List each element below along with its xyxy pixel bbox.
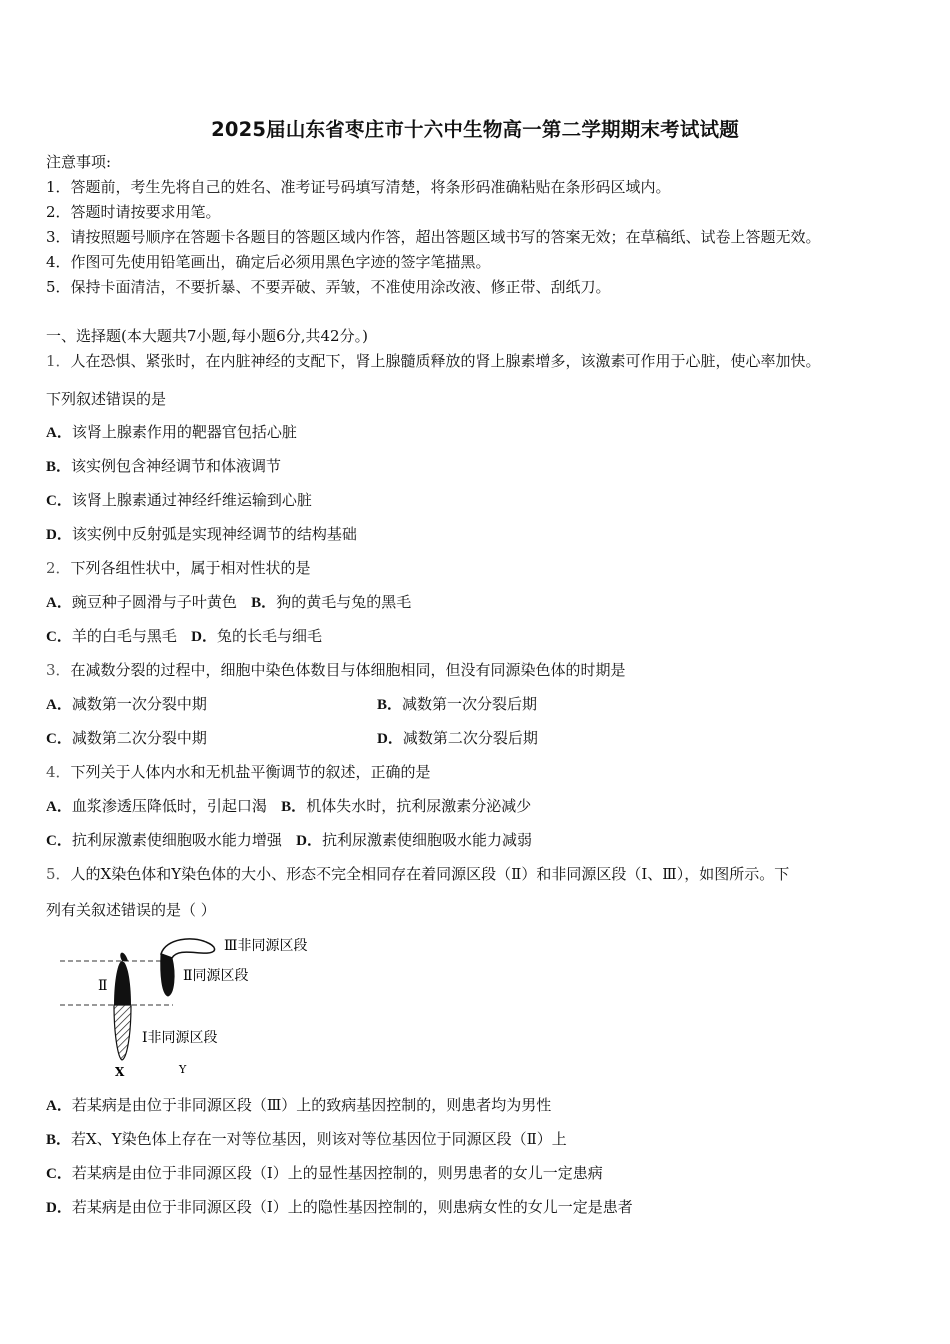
option-label: B．: [251, 595, 277, 611]
option-label: C．: [46, 731, 72, 747]
option-d[interactable]: [377, 728, 538, 749]
option-text: 该实例中反射弧是实现神经调节的结构基础: [71, 525, 357, 543]
question-5-stem-cont: 列有关叙述错误的是（ ）: [46, 901, 216, 919]
option-b[interactable]: [46, 456, 281, 477]
option-label: B．: [46, 459, 72, 475]
y-chromosome-region-iii: [161, 939, 215, 958]
page-title: 2025届山东省枣庄市十六中生物高一第二学期期末考试试题: [211, 118, 739, 141]
option-text: 豌豆种子圆滑与子叶黄色: [71, 593, 237, 611]
option-c[interactable]: [46, 627, 177, 645]
option-d[interactable]: [191, 627, 322, 645]
option-text: 抗利尿激素使细胞吸水能力减弱: [322, 831, 533, 849]
option-label: B．: [46, 1132, 72, 1148]
question-number: 3．: [46, 661, 71, 679]
option-c[interactable]: [46, 1163, 603, 1184]
option-label: D．: [46, 1200, 72, 1216]
notice-item: 1．答题前，考生先将自己的姓名、准考证号码填写清楚，将条形码准确粘贴在条形码区域内。: [46, 178, 671, 196]
notice-item: 4．作图可先使用铅笔画出，确定后必须用黑色字迹的签字笔描黑。: [46, 253, 491, 271]
question-1-stem: [46, 351, 821, 371]
question-5-stem: [46, 864, 789, 884]
option-label: A．: [46, 799, 72, 815]
option-text: 减数第二次分裂中期: [71, 729, 207, 747]
option-c[interactable]: [46, 490, 312, 511]
option-label: C．: [46, 629, 72, 645]
option-label: B．: [281, 799, 307, 815]
option-row: [46, 796, 531, 817]
option-label: D．: [46, 527, 72, 543]
x-chromosome-region-ii: [114, 961, 131, 1005]
option-text: 血浆渗透压降低时，引起口渴: [71, 797, 267, 815]
label-y: Y: [179, 1063, 187, 1076]
option-b[interactable]: [46, 1129, 567, 1150]
option-label: D．: [377, 731, 403, 747]
notice-item: 5．保持卡面清洁，不要折暴、不要弄破、弄皱，不准使用涂改液、修正带、刮纸刀。: [46, 278, 611, 296]
question-number: 4．: [46, 763, 71, 781]
option-text: 减数第一次分裂中期: [71, 695, 207, 713]
option-label: C．: [46, 833, 72, 849]
option-text: 羊的白毛与黑毛: [71, 627, 177, 645]
question-text: 在减数分裂的过程中，细胞中染色体数目与体细胞相同，但没有同源染色体的时期是: [70, 661, 626, 679]
option-c[interactable]: [46, 831, 282, 849]
option-label: C．: [46, 493, 72, 509]
question-2-stem: [46, 558, 311, 578]
label-i: Ⅰ非同源区段: [142, 1030, 218, 1046]
question-text: 下列各组性状中，属于相对性状的是: [70, 559, 311, 577]
option-label: A．: [46, 595, 72, 611]
option-d[interactable]: [46, 524, 357, 545]
notice-item: 3．请按照题号顺序在答题卡各题目的答题区域内作答，超出答题区域书写的答案无效；在草稿纸、试卷上答题无效。: [46, 228, 821, 246]
option-row: [46, 830, 532, 851]
question-4-stem: [46, 762, 431, 782]
y-chromosome-region-ii: [161, 954, 174, 996]
option-text: 若某病是由位于非同源区段（I）上的显性基因控制的，则男患者的女儿一定患病: [71, 1164, 603, 1182]
question-text: 人在恐惧、紧张时，在内脏神经的支配下，肾上腺髓质释放的肾上腺素增多，该激素可作用于心脏，使心率加快。: [70, 352, 821, 370]
notice-item: 2．答题时请按要求用笔。: [46, 203, 221, 221]
option-text: 狗的黄毛与兔的黑毛: [276, 593, 412, 611]
option-text: 若某病是由位于非同源区段（Ⅲ）上的致病基因控制的，则患者均为男性: [71, 1096, 552, 1114]
label-ii-right: Ⅱ同源区段: [183, 968, 249, 984]
label-ii-left: Ⅱ: [98, 978, 108, 994]
option-a[interactable]: [46, 694, 207, 715]
section-heading: 一、选择题(本大题共7小题,每小题6分,共42分。): [46, 327, 368, 345]
option-text: 减数第二次分裂后期: [402, 729, 538, 747]
option-row: [46, 626, 322, 647]
label-iii: Ⅲ非同源区段: [224, 938, 308, 954]
option-label: D．: [191, 629, 218, 645]
x-chromosome-region-i: [114, 1005, 131, 1060]
option-text: 若某病是由位于非同源区段（I）上的隐性基因控制的，则患病女性的女儿一定是患者: [71, 1198, 633, 1216]
option-b[interactable]: [377, 694, 537, 715]
option-b[interactable]: [281, 797, 531, 815]
option-label: A．: [46, 425, 72, 441]
option-b[interactable]: [251, 593, 411, 611]
question-number: 1．: [46, 352, 71, 370]
chromosome-diagram: [58, 930, 348, 1080]
option-d[interactable]: [46, 1197, 633, 1218]
option-row: [46, 592, 411, 613]
notice-heading: 注意事项:: [46, 153, 112, 171]
option-text: 减数第一次分裂后期: [402, 695, 538, 713]
option-a[interactable]: [46, 593, 237, 611]
chromosome-figure: [58, 930, 348, 1084]
option-text: 该实例包含神经调节和体液调节: [71, 457, 282, 475]
question-1-stem-cont: 下列叙述错误的是: [46, 390, 167, 408]
option-text: 抗利尿激素使细胞吸水能力增强: [71, 831, 282, 849]
option-a[interactable]: [46, 422, 297, 443]
option-label: A．: [46, 1098, 72, 1114]
option-label: C．: [46, 1166, 72, 1182]
label-x: X: [115, 1065, 125, 1079]
question-number: 2．: [46, 559, 71, 577]
question-text: 下列关于人体内水和无机盐平衡调节的叙述，正确的是: [70, 763, 431, 781]
option-label: B．: [377, 697, 403, 713]
question-number: 5．: [46, 865, 71, 883]
question-text: 人的X染色体和Y染色体的大小、形态不完全相同存在着同源区段（Ⅱ）和非同源区段（Ⅰ、Ⅲ），如图所示。下: [70, 865, 790, 883]
option-text: 该肾上腺素作用的靶器官包括心脏: [71, 423, 297, 441]
option-text: 该肾上腺素通过神经纤维运输到心脏: [71, 491, 312, 509]
option-text: 兔的长毛与细毛: [217, 627, 323, 645]
option-a[interactable]: [46, 797, 267, 815]
option-text: 若X、Y染色体上存在一对等位基因，则该对等位基因位于同源区段（Ⅱ）上: [71, 1130, 567, 1148]
option-c[interactable]: [46, 728, 207, 749]
question-3-stem: [46, 660, 626, 680]
option-text: 机体失水时，抗利尿激素分泌减少: [306, 797, 532, 815]
option-a[interactable]: [46, 1095, 551, 1116]
x-chromosome-tip: [120, 953, 128, 961]
option-label: D．: [296, 833, 323, 849]
option-d[interactable]: [296, 831, 532, 849]
option-label: A．: [46, 697, 72, 713]
